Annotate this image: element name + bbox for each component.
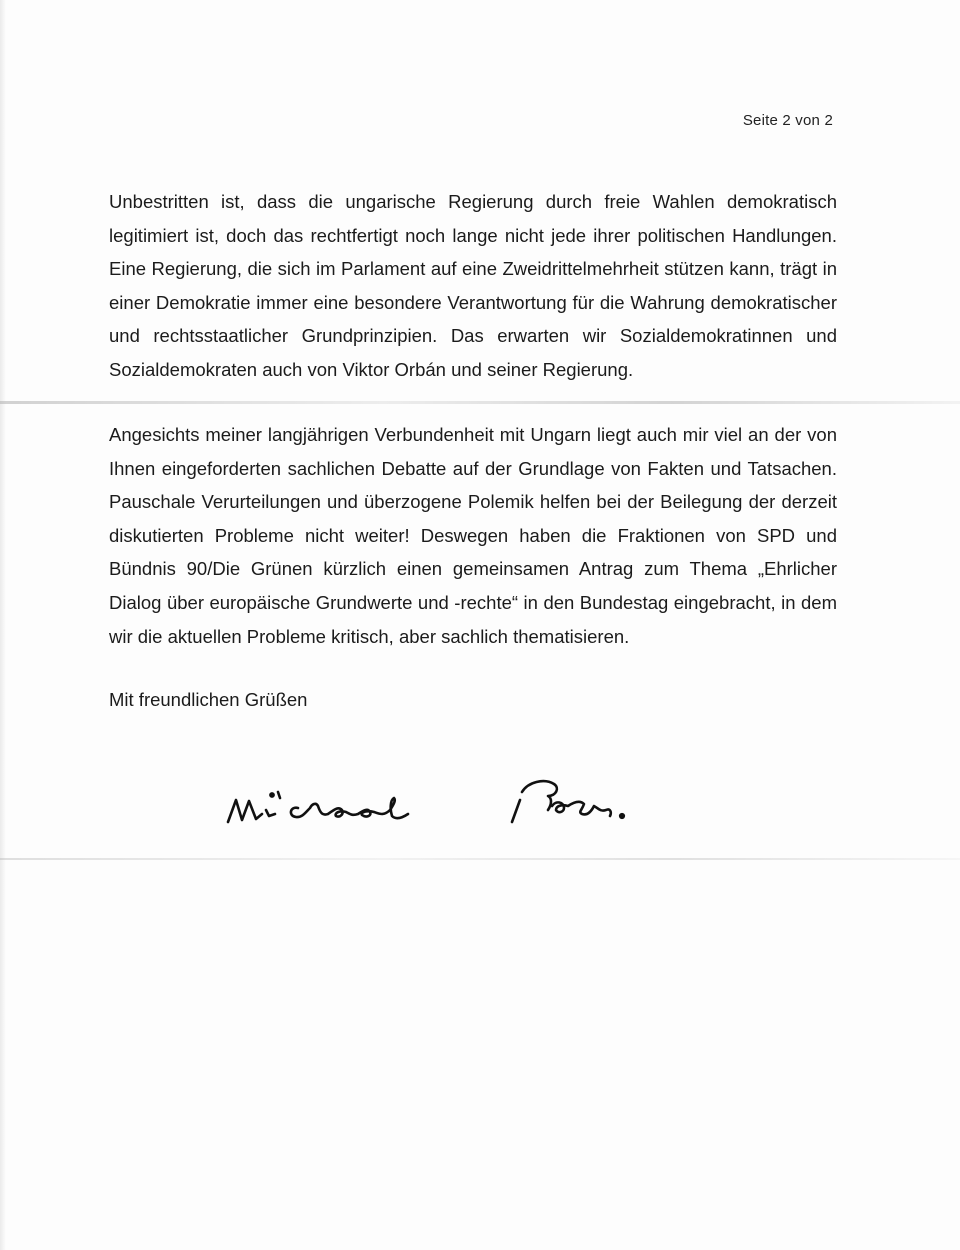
page-number: Seite 2 von 2 bbox=[742, 112, 833, 129]
fold-line bbox=[0, 401, 960, 404]
body-paragraph-2: Angesichts meiner langjährigen Verbundenheit mit Ungarn liegt auch mir viel an der von Ihnen eingeforderten sachlichen Debatte auf der Grundlage von Fakten und Tatsachen. Pauschale Verurteilungen und überzogene Polemik helfen bei der Beilegung der derzeit diskutierten Probleme nicht weiter! Deswegen haben die Fraktionen von SPD und Bündnis 90/Die Grünen kürzlich einen gemeinsamen Antrag zum Thema „Ehrlicher Dialog über europäische Grundwerte und -rechte“ in den Bundestag eingebracht, in dem wir die aktuellen Probleme kritisch, aber sachlich thematisieren. bbox=[109, 424, 837, 647]
page-edge-shadow bbox=[0, 0, 6, 1250]
body-paragraph-1: Unbestritten ist, dass die ungarische Regierung durch freie Wahlen demokratisch legitimiert ist, doch das rechtfertigt noch lange nicht jede ihrer politischen Handlungen. Eine Regierung, die sich im Parlament auf eine Zweidrittelmehrheit stützen kann, trägt in einer Demokratie immer eine besondere Verantwortung für die Wahrung demokratischer und rechtsstaatlicher Grundprinzipien. Das erwarten wir Sozialdemokratinnen und Sozialdemokraten auch von Viktor Orbán und seiner Regierung. bbox=[109, 191, 837, 380]
handwritten-signature bbox=[222, 770, 742, 860]
fold-line-lower bbox=[0, 858, 960, 860]
closing-salutation: Mit freundlichen Grüßen bbox=[109, 689, 308, 710]
